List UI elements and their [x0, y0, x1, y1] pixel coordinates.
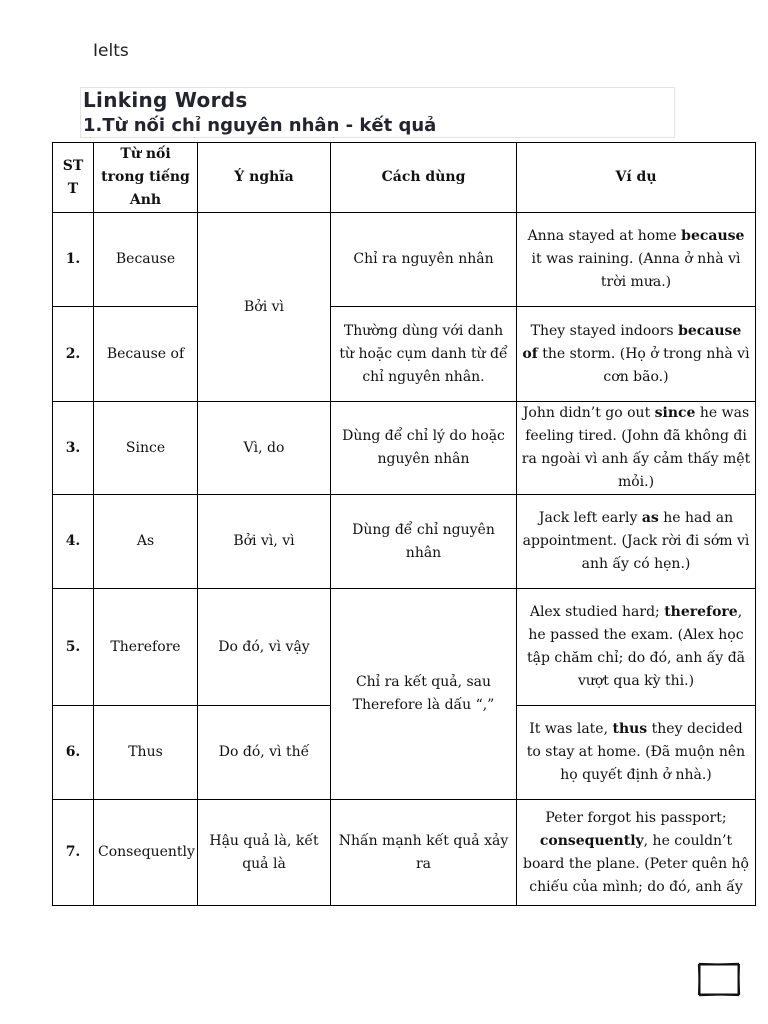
header-usage: Cách dùng — [331, 143, 517, 213]
usage: Dùng để chỉ nguyên nhân — [331, 495, 517, 589]
table-row — [53, 495, 756, 589]
example-keyword: since — [654, 405, 696, 421]
linking-word: As — [94, 495, 198, 589]
example-text: , he passed the exam. (Alex học tập chăm chỉ; do đó, anh ấy đã vượt qua kỳ thi.) — [526, 604, 746, 689]
meaning: Do đó, vì vậy — [198, 589, 331, 706]
example-keyword: because — [681, 228, 745, 244]
header-example: Ví dụ — [517, 143, 756, 213]
linking-word: Consequently — [94, 800, 198, 906]
example-text: Alex studied hard; — [529, 604, 665, 620]
example-text: Jack left early — [538, 510, 642, 526]
example-text: they decided to stay at home. (Đã muộn nên họ quyết định ở nhà.) — [526, 721, 746, 783]
usage: Chỉ ra kết quả, sau Therefore là dấu “,” — [331, 589, 517, 800]
example — [517, 495, 756, 589]
usage: Dùng để chỉ lý do hoặc nguyên nhân — [331, 402, 517, 495]
row-number: 4. — [53, 495, 94, 589]
meaning: Vì, do — [198, 402, 331, 495]
table-row — [53, 307, 756, 402]
example-text: They stayed indoors — [530, 322, 679, 339]
table-row — [53, 402, 756, 495]
header-meaning: Ý nghĩa — [198, 143, 331, 213]
section-heading: 1.Từ nối chỉ nguyên nhân - kết quả — [83, 115, 437, 136]
example-keyword: because of — [522, 322, 742, 362]
row-number: 7. — [53, 800, 94, 906]
linking-word: Because of — [94, 307, 198, 402]
example-keyword: therefore — [664, 604, 738, 620]
example-keyword: as — [641, 510, 659, 526]
page-header: Ielts — [93, 41, 129, 61]
row-number: 5. — [53, 589, 94, 706]
example-text: It was late, — [529, 721, 613, 737]
page-title: Linking Words — [83, 88, 248, 112]
header-linking-word: Từ nối trong tiếng Anh — [94, 143, 198, 213]
row-number: 3. — [53, 402, 94, 495]
example-text: he was feeling tired. (John đã không đi ra ngoài vì anh ấy cảm thấy mệt mỏi.) — [521, 405, 751, 490]
example-text: Peter forgot his passport; — [545, 809, 727, 826]
table-row — [53, 800, 756, 906]
example — [517, 307, 756, 402]
row-number: 2. — [53, 307, 94, 402]
row-number: 6. — [53, 706, 94, 800]
linking-word: Thus — [94, 706, 198, 800]
example — [517, 800, 756, 906]
example — [517, 402, 756, 495]
usage: Nhấn mạnh kết quả xảy ra — [331, 800, 517, 906]
meaning: Bởi vì — [198, 213, 331, 402]
example-text: , he couldn’t board the plane. (Peter quên hộ chiếu của mình; do đó, anh ấy — [523, 832, 749, 895]
linking-word: Since — [94, 402, 198, 495]
example-keyword: thus — [612, 721, 648, 737]
example-text: the storm. (Họ ở trong nhà vì cơn bão.) — [537, 345, 750, 385]
header-stt: ST T — [53, 143, 94, 213]
meaning: Hậu quả là, kết quả là — [198, 800, 331, 906]
example-text: John didn’t go out — [522, 405, 655, 421]
example — [517, 589, 756, 706]
linking-word: Because — [94, 213, 198, 307]
example-text: it was raining. (Anna ở nhà vì trời mưa.) — [531, 251, 741, 290]
linking-word: Therefore — [94, 589, 198, 706]
meaning: Bởi vì, vì — [198, 495, 331, 589]
usage: Thường dùng với danh từ hoặc cụm danh từ để chỉ nguyên nhân. — [331, 307, 517, 402]
title-box — [80, 87, 675, 138]
table-row — [53, 589, 756, 706]
table-header-row — [53, 143, 756, 213]
page-stack-icon — [696, 961, 742, 998]
linking-words-table — [52, 142, 756, 906]
example — [517, 706, 756, 800]
usage: Chỉ ra nguyên nhân — [331, 213, 517, 307]
meaning: Do đó, vì thế — [198, 706, 331, 800]
example — [517, 213, 756, 307]
table-row — [53, 213, 756, 307]
example-keyword: consequently — [539, 832, 644, 849]
row-number: 1. — [53, 213, 94, 307]
example-text: Anna stayed at home — [527, 228, 682, 244]
example-text: he had an appointment. (Jack rời đi sớm vì anh ấy có hẹn.) — [522, 510, 750, 572]
